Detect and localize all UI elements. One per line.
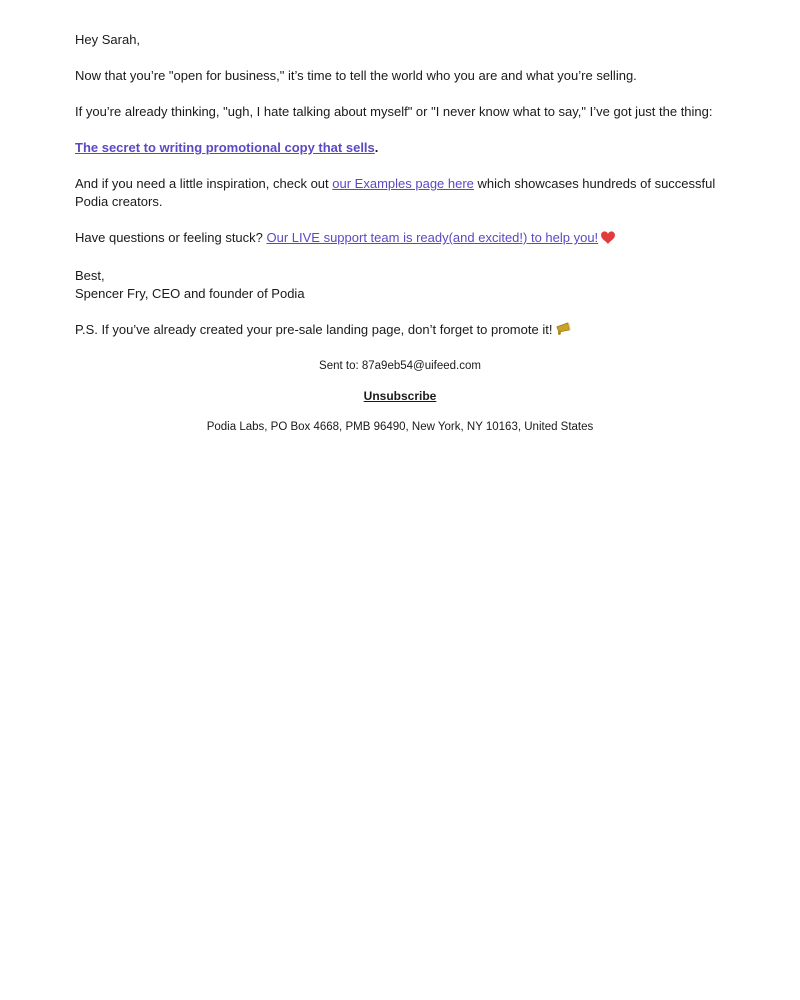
- examples-prefix-text: And if you need a little inspiration, check out: [75, 176, 333, 191]
- examples-paragraph: [75, 175, 725, 211]
- secret-copy-paragraph: [75, 139, 725, 157]
- email-body: [0, 0, 800, 341]
- email-footer: [0, 359, 800, 435]
- signature-text: Spencer Fry, CEO and founder of Podia: [75, 286, 305, 301]
- company-address-text: Podia Labs, PO Box 4668, PMB 96490, New York, NY 10163, United States: [206, 421, 594, 433]
- megaphone-icon: [555, 321, 572, 341]
- unsubscribe-link[interactable]: Unsubscribe: [363, 389, 437, 403]
- secret-copy-period: .: [374, 140, 379, 155]
- ps-text: P.S. If you’ve already created your pre-sale landing page, don’t forget to promote it!: [75, 322, 553, 337]
- support-paragraph: [75, 229, 725, 249]
- examples-suffix-text: which showcases hundreds of successful Podia creators.: [75, 176, 716, 209]
- sent-to-text: Sent to: 87a9eb54@uifeed.com: [319, 360, 481, 372]
- signoff-text: Best,: [75, 268, 105, 283]
- open-business-paragraph: Now that you’re "open for business," it’s time to tell the world who you are and what you’re selling.: [75, 68, 637, 83]
- red-heart-icon: [601, 231, 615, 249]
- greeting-text: Hey Sarah,: [75, 32, 141, 47]
- support-prefix-text: Have questions or feeling stuck?: [75, 230, 267, 245]
- secret-copy-link[interactable]: The secret to writing promotional copy that sells: [75, 140, 375, 155]
- ps-paragraph: [75, 321, 725, 341]
- support-team-link[interactable]: Our LIVE support team is ready(and excited!) to help you!: [266, 230, 599, 245]
- signoff-block: [75, 267, 725, 303]
- thinking-paragraph: If you’re already thinking, "ugh, I hate talking about myself" or "I never know what to say," I’ve got just the thing:: [75, 104, 713, 119]
- examples-page-link[interactable]: our Examples page here: [332, 176, 474, 191]
